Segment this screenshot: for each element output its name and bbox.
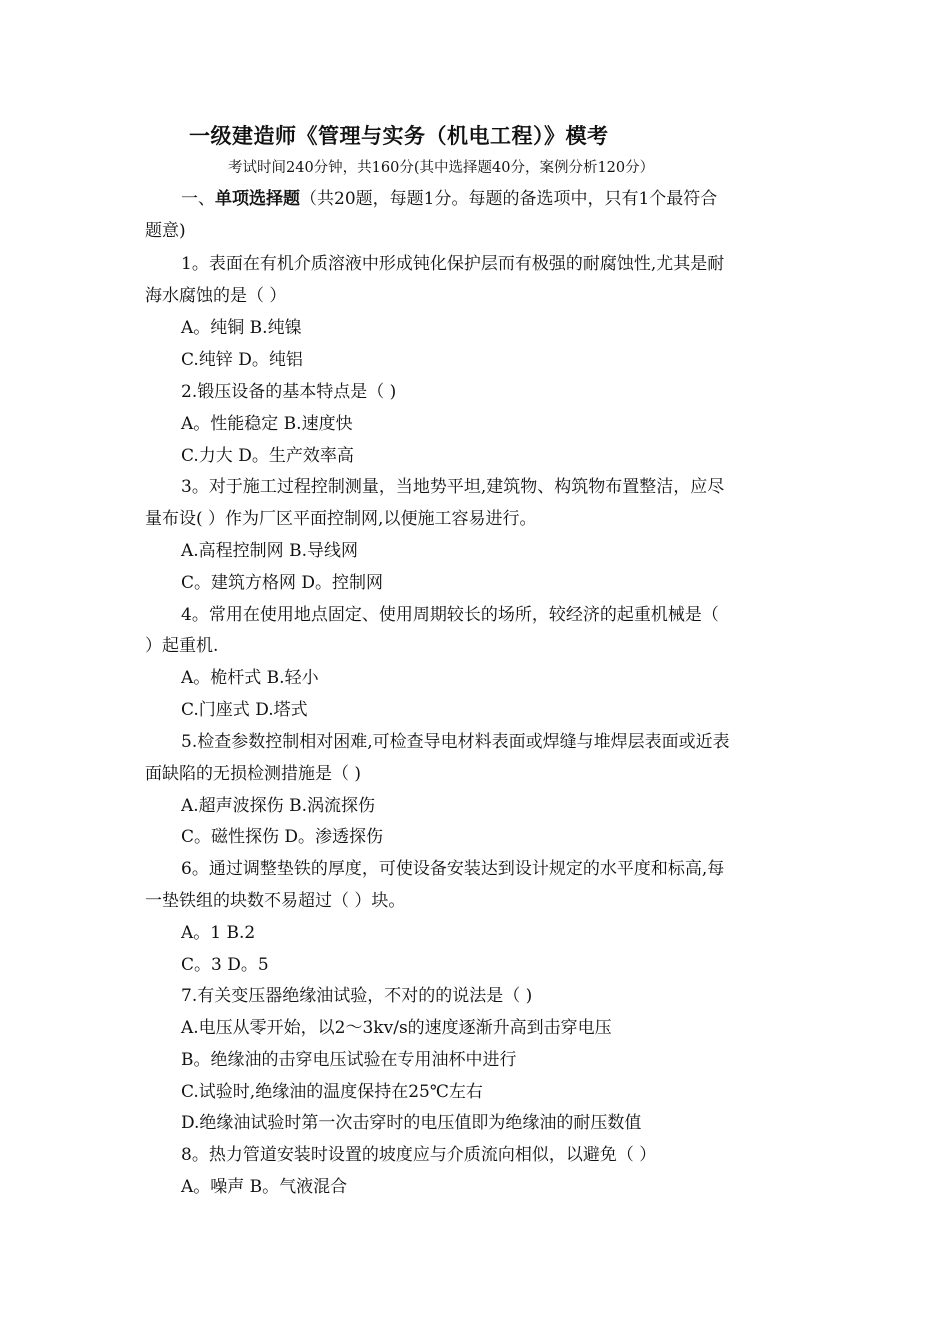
question-2-text: 2.锻压设备的基本特点是（ ) — [181, 382, 397, 402]
question-7-option-d: D.绝缘油试验时第一次击穿时的电压值即为绝缘油的耐压数值 — [181, 1113, 642, 1133]
question-3-text: 3。对于施工过程控制测量，当地势平坦,建筑物、构筑物布置整洁，应尽 — [181, 477, 725, 497]
question-6-text: 6。通过调整垫铁的厚度，可使设备安装达到设计规定的水平度和标高,每 — [181, 859, 725, 879]
question-5-options-ab: A.超声波探伤 B.涡流探伤 — [181, 796, 375, 816]
question-7-text: 7.有关变压器绝缘油试验，不对的的说法是（ ) — [181, 986, 533, 1006]
question-4-text: 4。常用在使用地点固定、使用周期较长的场所，较经济的起重机械是（ — [181, 605, 719, 625]
question-7-option-c: C.试验时,绝缘油的温度保持在25℃左右 — [181, 1082, 483, 1102]
question-3-options-ab: A.高程控制网 B.导线网 — [181, 541, 358, 561]
section-heading: 单项选择题 — [215, 189, 300, 209]
question-8-options-ab: A。噪声 B。气液混合 — [181, 1177, 348, 1197]
question-5-text-cont: 面缺陷的无损检测措施是（ ) — [145, 764, 362, 784]
exam-info: 考试时间240分钟，共160分(其中选择题40分，案例分析120分） — [228, 160, 655, 176]
section-heading-line — [181, 184, 717, 209]
question-6-options-cd: C。3 D。5 — [181, 955, 269, 975]
section-description: （共20题，每题1分。每题的备选项中，只有1个最符合 — [300, 189, 718, 209]
section-description-cont: 题意) — [145, 221, 186, 241]
question-1-options-ab: A。纯铜 B.纯镍 — [181, 318, 302, 338]
section-number: 一、 — [181, 189, 215, 209]
question-2-options-cd: C.力大 D。生产效率高 — [181, 446, 354, 466]
question-1-text-cont: 海水腐蚀的是（ ） — [145, 286, 287, 306]
question-4-options-cd: C.门座式 D.塔式 — [181, 700, 308, 720]
document-title: 一级建造师《管理与实务（机电工程）》模考 — [189, 124, 609, 148]
question-8-text: 8。热力管道安装时设置的坡度应与介质流向相似，以避免（ ） — [181, 1145, 657, 1165]
question-6-options-ab: A。1 B.2 — [181, 923, 256, 943]
question-7-option-a: A.电压从零开始，以2～3kv/s的速度逐渐升高到击穿电压 — [181, 1018, 612, 1038]
question-2-options-ab: A。性能稳定 B.速度快 — [181, 414, 353, 434]
question-7-option-b: B。绝缘油的击穿电压试验在专用油杯中进行 — [181, 1050, 517, 1070]
question-4-text-cont: ）起重机. — [145, 636, 219, 656]
question-1-text: 1。表面在有机介质溶液中形成钝化保护层而有极强的耐腐蚀性,尤其是耐 — [181, 254, 725, 274]
question-3-options-cd: C。建筑方格网 D。控制网 — [181, 573, 384, 593]
question-4-options-ab: A。桅杆式 B.轻小 — [181, 668, 319, 688]
question-5-text: 5.检查参数控制相对困难,可检查导电材料表面或焊缝与堆焊层表面或近表 — [181, 732, 730, 752]
question-3-text-cont: 量布设( ）作为厂区平面控制网,以便施工容易进行。 — [145, 509, 537, 529]
question-1-options-cd: C.纯锌 D。纯铝 — [181, 350, 303, 370]
question-6-text-cont: 一垫铁组的块数不易超过（ ）块。 — [145, 891, 406, 911]
question-5-options-cd: C。磁性探伤 D。渗透探伤 — [181, 827, 384, 847]
